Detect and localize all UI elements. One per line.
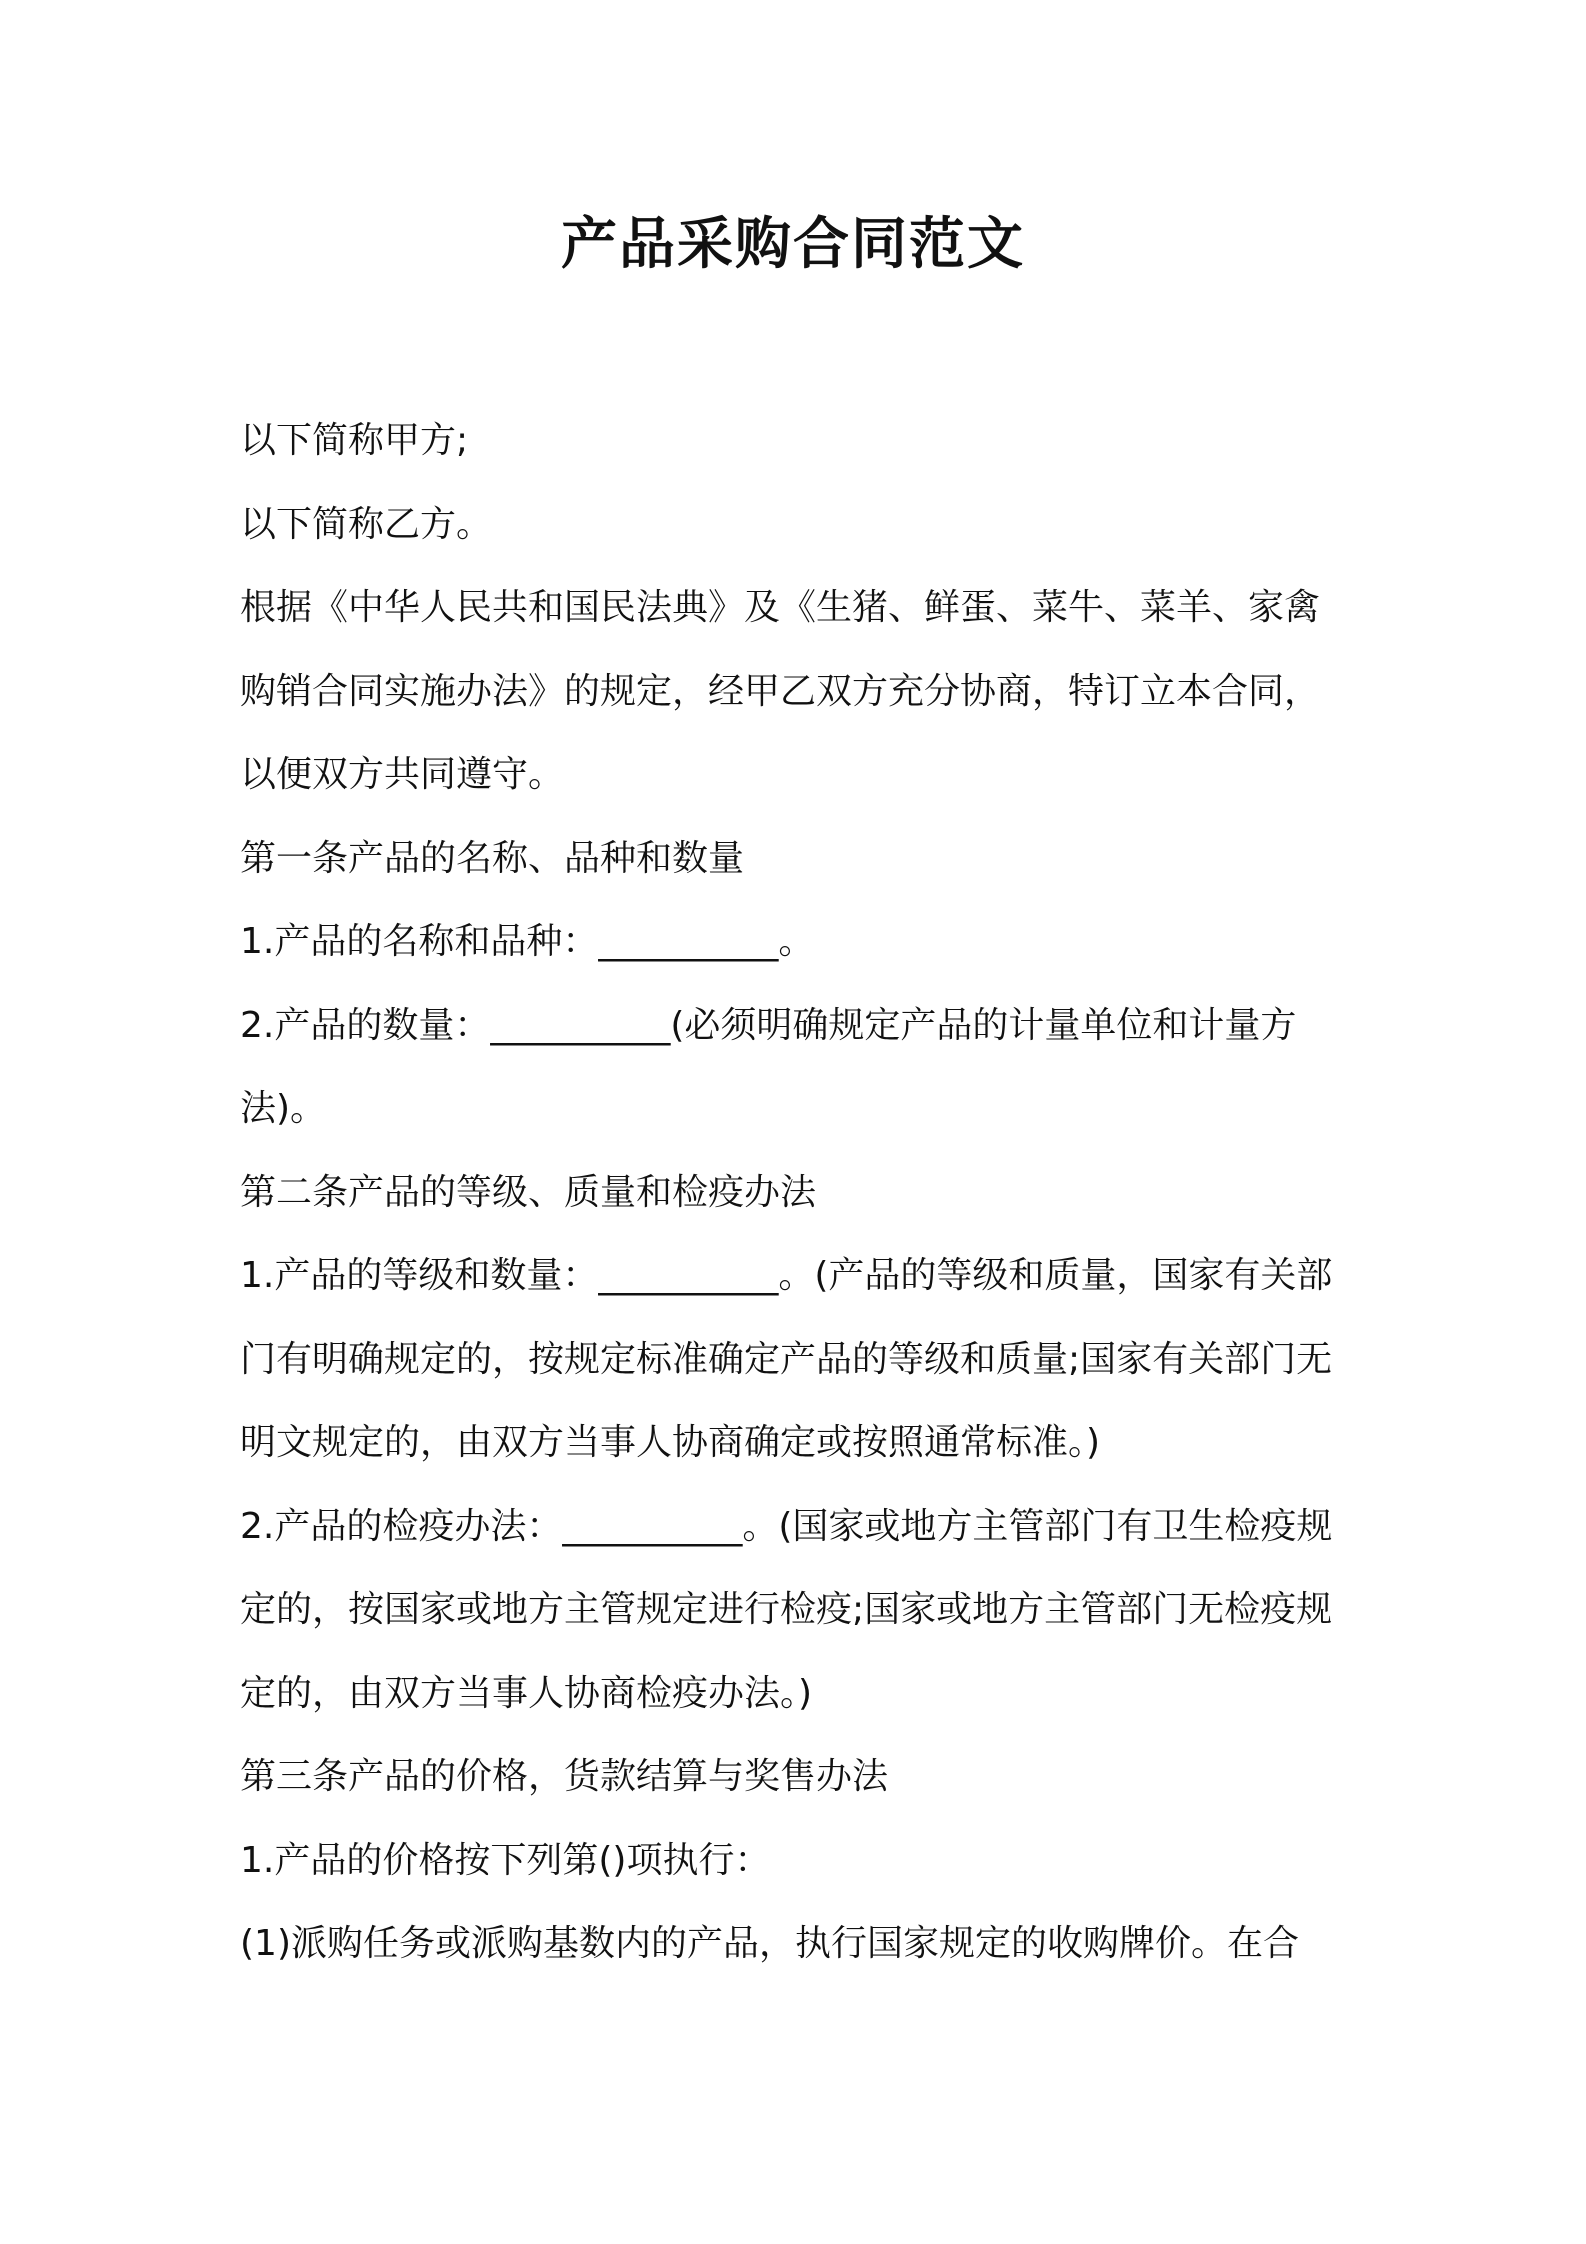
- article-1-item-1: 1.产品的名称和品种：__________。: [240, 921, 815, 962]
- article-3-heading: 第三条产品的价格，货款结算与奖售办法: [240, 1756, 889, 1797]
- document-title: 产品采购合同范文: [561, 212, 1025, 277]
- paragraph-preamble: 根据《中华人民共和国民法典》及《生猪、鲜蛋、菜牛、菜羊、家禽购销合同实施办法》的规定，经甲乙双方充分协商，特订立本合同，以便双方共同遵守。: [240, 587, 1321, 795]
- article-2-item-1: 1.产品的等级和数量：__________。(产品的等级和质量，国家有关部门有明确规定的，按规定标准确定产品的等级和质量;国家有关部门无明文规定的，由双方当事人协商确定或按照通常标准。): [240, 1255, 1333, 1463]
- paragraph-party-a: 以下简称甲方;: [240, 420, 469, 461]
- paragraph-party-b: 以下简称乙方。: [240, 503, 493, 545]
- article-1-heading: 第一条产品的名称、品种和数量: [240, 837, 745, 879]
- article-3-item-1-sub-1: (1)派购任务或派购基数内的产品，执行国家规定的收购牌价。在合: [240, 1923, 1299, 1964]
- article-3-item-1: 1.产品的价格按下列第()项执行：: [240, 1839, 771, 1881]
- article-2-heading: 第二条产品的等级、质量和检疫办法: [240, 1171, 817, 1213]
- article-2-item-2: 2.产品的检疫办法：__________。(国家或地方主管部门有卫生检疫规定的，按国家或地方主管规定进行检疫;国家或地方主管部门无检疫规定的，由双方当事人协商检疫办法。): [240, 1505, 1333, 1714]
- document-body: [240, 399, 1350, 1986]
- article-1-item-2: 2.产品的数量：__________(必须明确规定产品的计量单位和计量方法)。: [240, 1004, 1297, 1129]
